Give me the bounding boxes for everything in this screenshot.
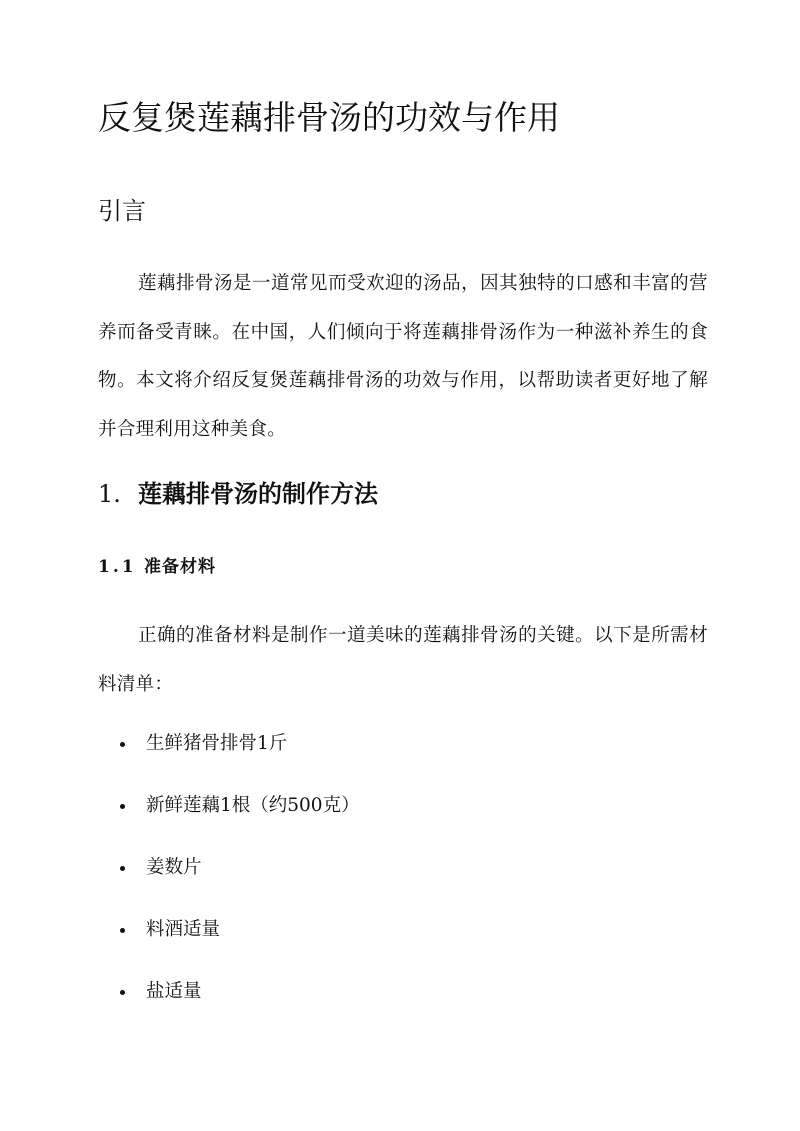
bullet-icon <box>120 742 125 747</box>
list-item-text: 姜数片 <box>146 857 202 878</box>
list-item <box>98 910 360 972</box>
subsection-1-1-number: 1.1 <box>98 557 137 577</box>
materials-list <box>98 724 360 1034</box>
bullet-icon <box>120 928 125 933</box>
section-1-number: 1. <box>98 480 121 508</box>
bullet-icon <box>120 866 125 871</box>
subsection-1-1-heading <box>98 552 216 582</box>
list-item-text: 盐适量 <box>146 981 202 1002</box>
bullet-icon <box>120 990 125 995</box>
list-item <box>98 724 360 786</box>
list-item <box>98 848 360 910</box>
intro-paragraph: 莲藕排骨汤是一道常见而受欢迎的汤品，因其独特的口感和丰富的营养而备受青睐。在中国，人们倾向于将莲藕排骨汤作为一种滋补养生的食物。本文将介绍反复煲莲藕排骨汤的功效与作用，以帮助读者更好地了解并合理利用这种美食。 <box>98 273 708 440</box>
section-1-title: 莲藕排骨汤的制作方法 <box>138 479 378 508</box>
list-item-text: 生鲜猪骨排骨1斤 <box>146 733 288 754</box>
materials-paragraph: 正确的准备材料是制作一道美味的莲藕排骨汤的关键。以下是所需材料清单： <box>98 625 708 695</box>
list-item-text: 料酒适量 <box>146 919 221 940</box>
list-item <box>98 786 360 848</box>
intro-heading: 引言 <box>98 197 146 225</box>
bullet-icon <box>120 804 125 809</box>
list-item-text: 新鲜莲藕1根（约500克） <box>146 795 360 816</box>
subsection-1-1-title: 准备材料 <box>144 557 216 577</box>
list-item <box>98 972 360 1034</box>
section-1-heading <box>98 474 378 514</box>
document-title: 反复煲莲藕排骨汤的功效与作用 <box>98 98 560 137</box>
